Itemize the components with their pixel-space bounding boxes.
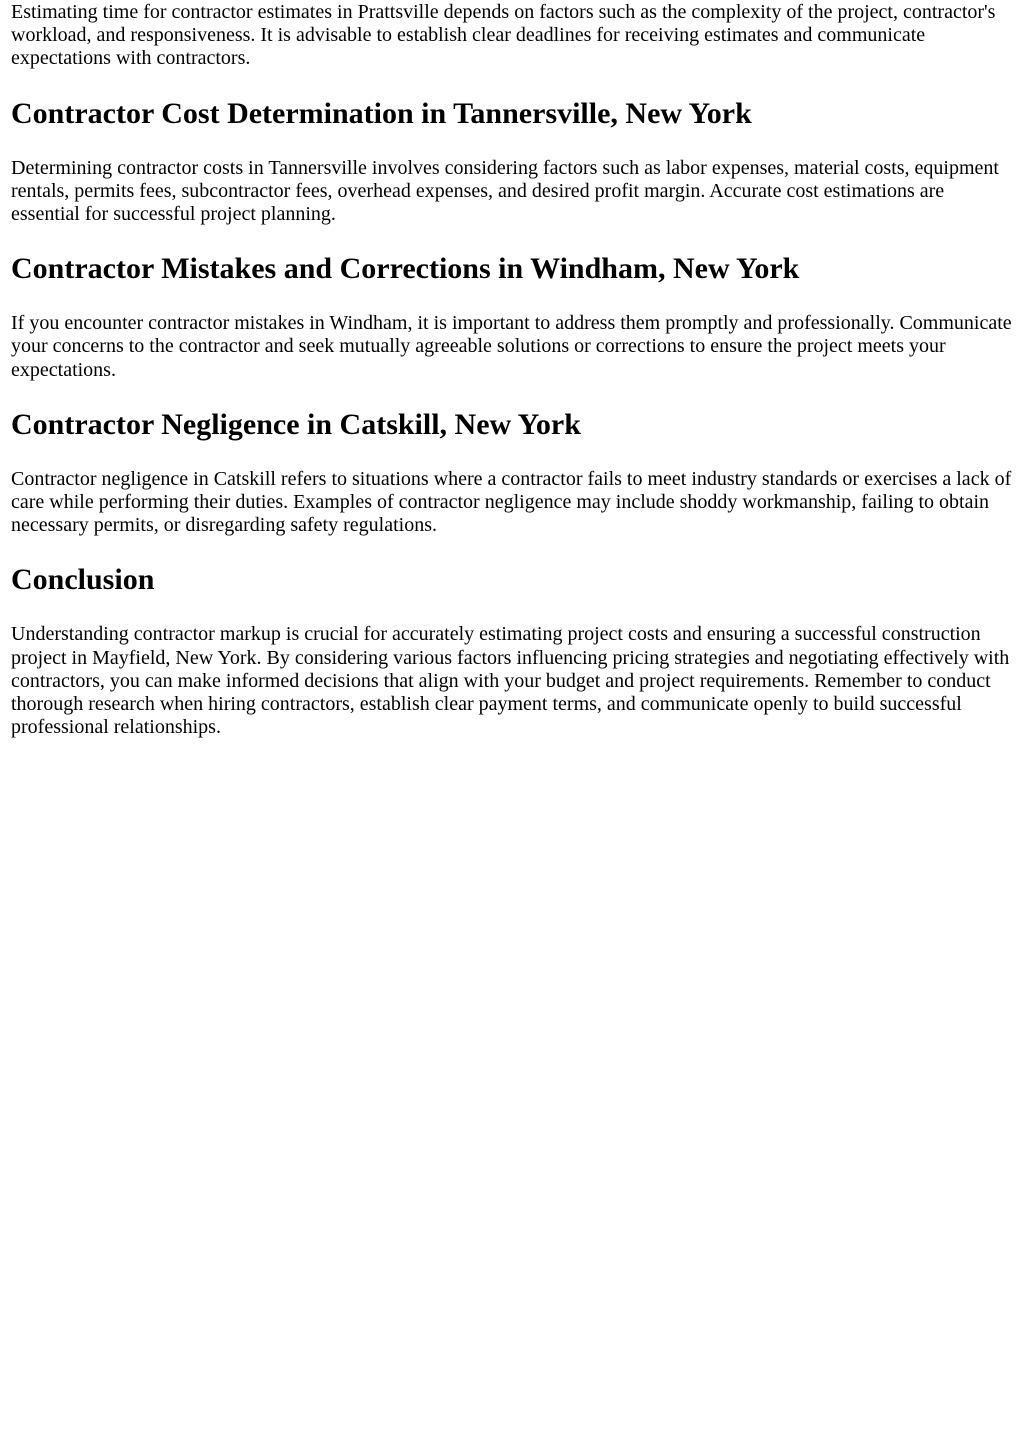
article-content <box>11 1 1013 739</box>
section-heading-negligence: Contractor Negligence in Catskill, New York <box>11 407 581 441</box>
section-body-mistakes-corrections: If you encounter contractor mistakes in Windham, it is important to address them promptly and professionally. Communicate your concerns to the contractor and seek mutually agreeable solutions or corrections to ensure the project meets your expectations. <box>11 312 1012 381</box>
section-body-negligence: Contractor negligence in Catskill refers to situations where a contractor fails to meet industry standards or exercises a lack of care while performing their duties. Examples of contractor negligence may include shoddy workmanship, failing to obtain necessary permits, or disregarding safety regulations. <box>11 467 1012 537</box>
section-heading-mistakes-corrections: Contractor Mistakes and Corrections in Windham, New York <box>11 252 800 286</box>
intro-paragraph: Estimating time for contractor estimates in Prattsville depends on factors such as the complexity of the project, contractor's workload, and responsiveness. It is advisable to establish clear deadlines for receiving estimates and communicate expectations with contractors. <box>11 1 996 70</box>
section-body-cost-determination: Determining contractor costs in Tannersville involves considering factors such as labor expenses, material costs, equipment rentals, permits fees, subcontractor fees, overhead expenses, and desired profit margin. Accurate cost estimations are essential for successful project planning. <box>11 156 999 226</box>
section-body-conclusion: Understanding contractor markup is crucial for accurately estimating project costs and ensuring a successful construction project in Mayfield, New York. By considering various factors influencing pricing strategies and negotiating effectively with contractors, you can make informed decisions that align with your budget and project requirements. Remember to conduct thorough research when hiring contractors, establish clear payment terms, and communicate openly to build successful professional relationships. <box>11 623 1010 739</box>
section-heading-cost-determination: Contractor Cost Determination in Tannersville, New York <box>11 96 752 130</box>
section-heading-conclusion: Conclusion <box>11 563 155 597</box>
